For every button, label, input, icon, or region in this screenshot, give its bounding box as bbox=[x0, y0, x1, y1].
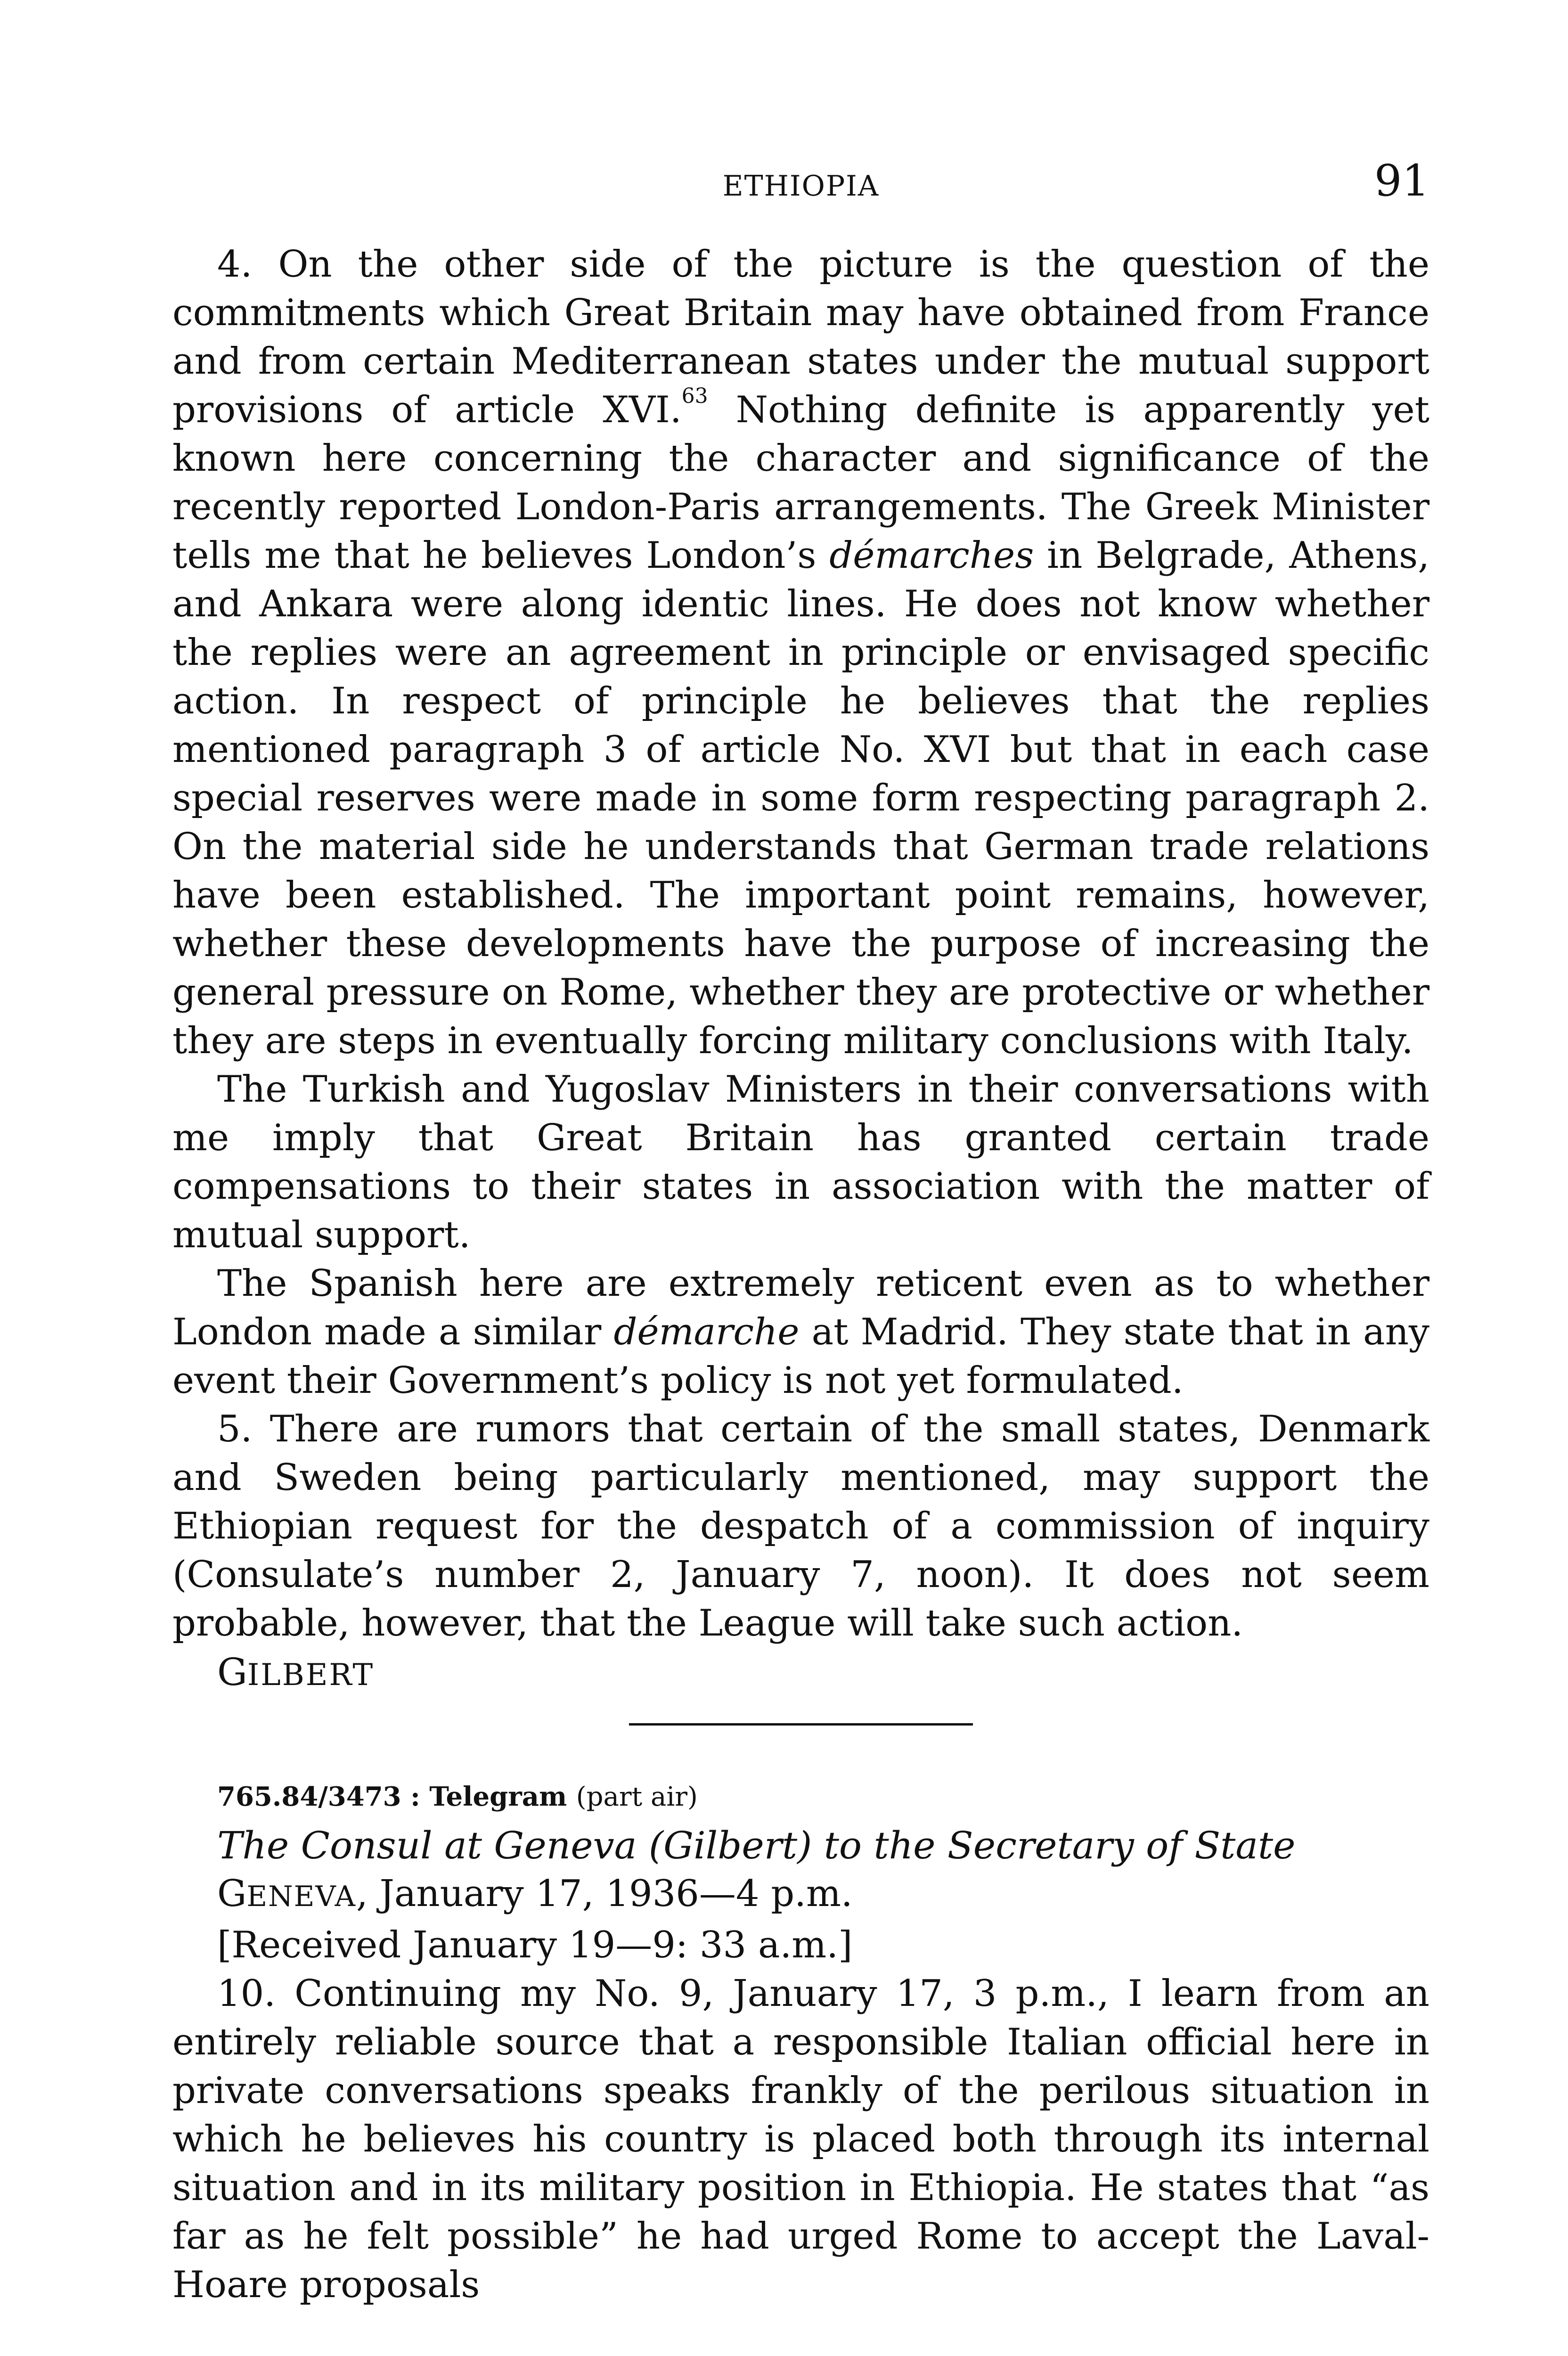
paragraph-4-part-c: in Belgrade, Athens, and Ankara were along identic lines. He does not know whether the replies were an agreement in principle or envisaged specific action. In respect of principle he believes that the replies mentioned paragraph 3 of article No. XVI but that in each case special reserves were made in some form respecting paragraph 2. On the material side he understands that German trade relations have been established. The important point remains, however, whether these developments have the purpose of increasing the general pressure on Rome, whether they are protective or whether they are steps in eventually forcing military conclusions with Italy. bbox=[172, 534, 1429, 1062]
section-divider bbox=[629, 1723, 973, 1726]
signature-initial: G bbox=[217, 1650, 247, 1694]
page-number: 91 bbox=[1374, 155, 1429, 206]
signature-rest: ILBERT bbox=[247, 1658, 375, 1693]
dateline-place-rest: ENEVA bbox=[246, 1880, 356, 1913]
paragraph-spanish-part-a: The Spanish here are extremely reticent even as to whether London made a similar bbox=[172, 1262, 1429, 1353]
signature bbox=[172, 1648, 1429, 1700]
document-reference-note: (part air) bbox=[576, 1782, 698, 1812]
paragraph-spanish-part-b: at Madrid. They state that in any event their Government’s policy is not yet formulated. bbox=[172, 1311, 1429, 1402]
page-header bbox=[172, 155, 1429, 212]
italic-term: démarches bbox=[829, 534, 1034, 577]
dateline bbox=[172, 1870, 1429, 1921]
document-reference-number: 765.84/3473 : Telegram bbox=[217, 1781, 567, 1812]
running-head: ETHIOPIA bbox=[722, 170, 880, 203]
document-reference bbox=[172, 1773, 1429, 1821]
paragraph-spanish bbox=[172, 1260, 1429, 1405]
paragraph-10: 10. Continuing my No. 9, January 17, 3 p.m., I learn from an entirely reliable source that a responsible Italian official here in private conversations speaks frankly of the perilous situation in which he believes his country is placed both through its internal situation and in its military position in Ethiopia. He states that “as far as he felt possible” he had urged Rome to accept the Laval-Hoare proposals bbox=[172, 1972, 1429, 2306]
dateline-place-initial: G bbox=[217, 1873, 247, 1915]
footnote-reference: 63 bbox=[681, 384, 708, 408]
paragraph-turkish-yugoslav: The Turkish and Yugoslav Ministers in their conversations with me imply that Great Britain has granted certain trade compensations to their states in association with the matter of mutual support. bbox=[172, 1068, 1429, 1256]
document-title: The Consul at Geneva (Gilbert) to the Secretary of State bbox=[217, 1824, 1296, 1867]
paragraph-4 bbox=[172, 240, 1429, 1065]
italic-term: démarche bbox=[613, 1311, 800, 1353]
paragraph-5: 5. There are rumors that certain of the small states, Denmark and Sweden being particularly mentioned, may support the Ethiopian request for the despatch of a commission of inquiry (Consulate’s number 2, January 7, noon). It does not seem probable, however, that the League will take such action. bbox=[172, 1408, 1429, 1644]
paragraph-4-part-a: 4. On the other side of the picture is the question of the commitments which Great Britain may have obtained from France and from certain Mediterranean states under the mutual support provisions of article XVI. bbox=[172, 243, 1429, 431]
dateline-date: , January 17, 1936—4 p.m. bbox=[356, 1873, 853, 1915]
body-text bbox=[172, 240, 1429, 2309]
received-line: [Received January 19—9: 33 a.m.] bbox=[217, 1924, 853, 1966]
paragraph-4-part-b: Nothing definite is apparently yet known here concerning the character and significance of the recently reported London-Paris arrangements. The Greek Minister tells me that he believes London’s bbox=[172, 389, 1430, 577]
